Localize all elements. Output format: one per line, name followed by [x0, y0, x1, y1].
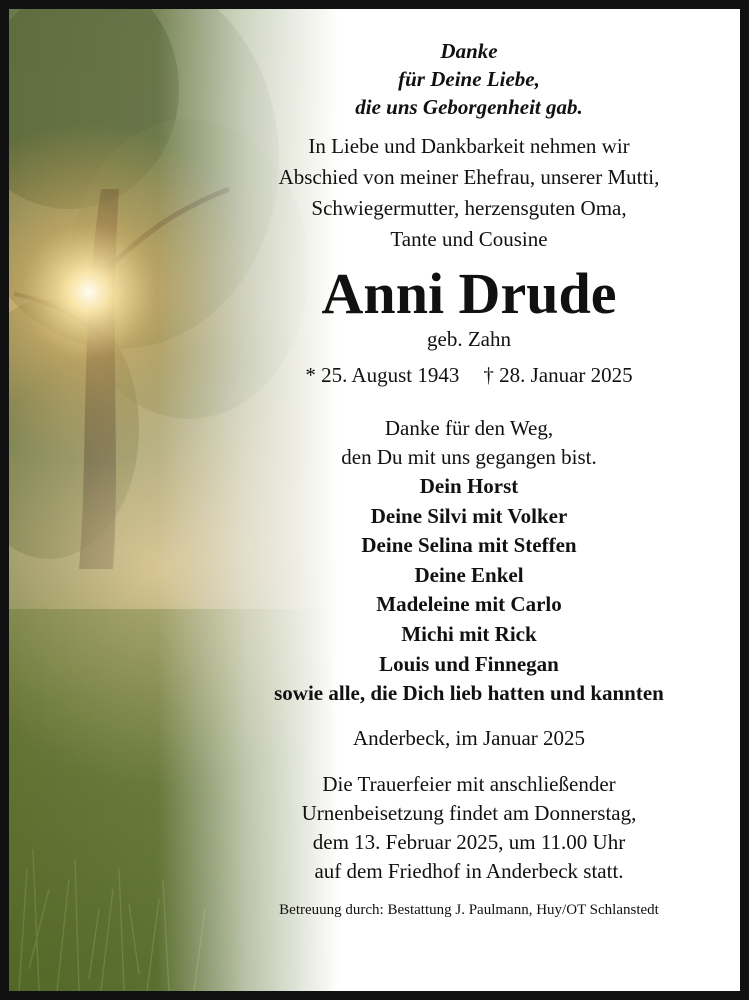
notice-text — [214, 27, 724, 920]
intro-line: Schwiegermutter, herzensguten Oma, — [311, 196, 627, 220]
signer: Dein Horst — [419, 474, 519, 498]
signer: Deine Selina mit Steffen — [361, 533, 577, 558]
signer: Michi mit Rick — [401, 621, 537, 646]
place-date: Anderbeck, im Januar 2025 — [352, 725, 586, 750]
service-line: Urnenbeisetzung findet am Donnerstag, — [301, 800, 637, 825]
motto-line: Danke — [440, 39, 498, 63]
service-line: auf dem Friedhof in Anderbeck statt. — [314, 858, 624, 883]
intro-line: Abschied von meiner Ehefrau, unserer Mutti, — [278, 165, 660, 189]
deceased-name: Anni Drude — [321, 261, 617, 326]
motto-line: die uns Geborgenheit gab. — [355, 95, 583, 119]
thanks-text — [214, 414, 724, 472]
birth-date: * 25. August 1943 — [305, 363, 460, 387]
signer: Louis und Finnegan — [379, 651, 559, 676]
signer: Madeleine mit Carlo — [376, 592, 562, 617]
funeral-home: Betreuung durch: Bestattung J. Paulmann, Huy/OT Schlanstedt — [279, 901, 659, 918]
life-dates — [214, 360, 724, 390]
thanks-line: den Du mit uns gegangen bist. — [341, 445, 597, 469]
thanks-line: Danke für den Weg, — [384, 416, 554, 440]
intro-line: In Liebe und Dankbarkeit nehmen wir — [308, 134, 630, 158]
motto — [214, 37, 724, 121]
motto-line: für Deine Liebe, — [398, 67, 540, 91]
service-info — [214, 770, 724, 886]
service-line: dem 13. Februar 2025, um 11.00 Uhr — [312, 829, 626, 854]
intro-line: Tante und Cousine — [390, 227, 548, 251]
service-line: Die Trauerfeier mit anschließender — [322, 771, 616, 796]
signer: Deine Enkel — [414, 562, 524, 587]
maiden-name: geb. Zahn — [427, 327, 511, 351]
intro-text — [214, 131, 724, 255]
death-date: † 28. Januar 2025 — [483, 363, 633, 387]
signers-list — [214, 472, 724, 709]
signer: sowie alle, die Dich lieb hatten und kannten — [274, 681, 664, 706]
signer: Deine Silvi mit Volker — [370, 503, 568, 528]
